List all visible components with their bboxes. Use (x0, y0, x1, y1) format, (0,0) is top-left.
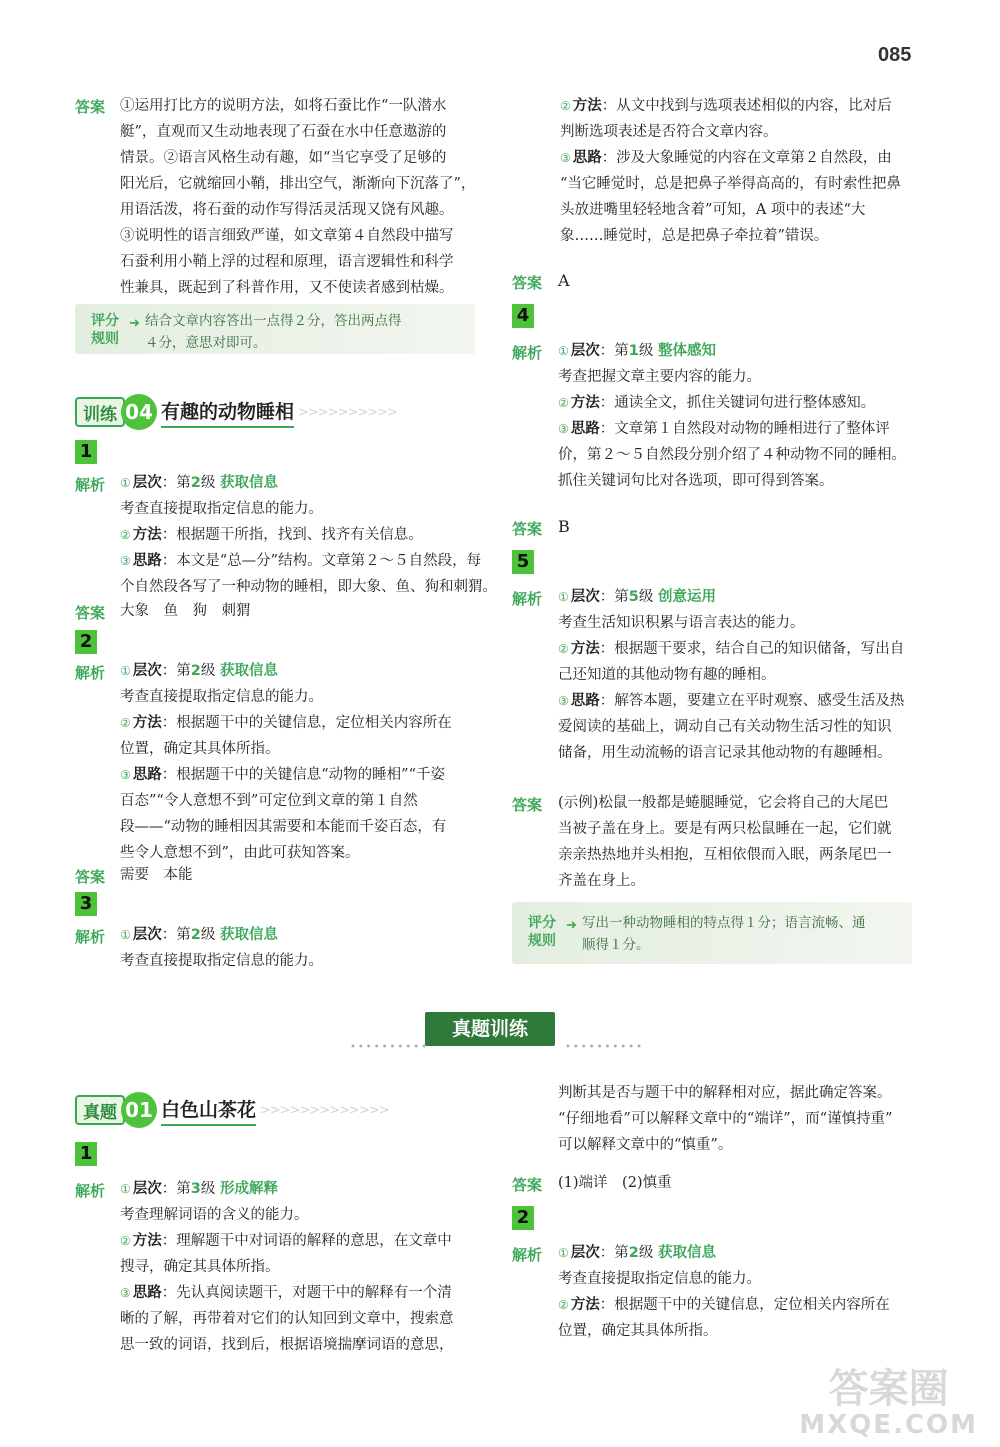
answer-label: 答案 (512, 274, 543, 292)
exercise-banner (75, 394, 397, 430)
q3-analysis: ① 层次：第2级 获取信息 考查直接提取指定信息的能力。 (120, 927, 323, 969)
analysis-label: 解析 (512, 344, 543, 362)
q5-answer: (示例)松鼠一般都是蜷腿睡觉，它会将自己的大尾巴 当被子盖在身上。要是有两只松鼠睡在一起，它们就 亲亲热热地并头相抱，互相依偎而入眠，两条尾巴一 齐盖在身上。 (558, 795, 892, 889)
text-line: 艇”，直观而又生动地表现了石蚕在水中任意遨游的 (120, 124, 447, 140)
score-rule-tag: 评分 规则 (528, 915, 556, 949)
question-number: 2 (75, 630, 97, 654)
question-number: 4 (512, 304, 534, 328)
banner-title: 白色山茶花 (161, 1095, 256, 1126)
answer-label: 答案 (512, 1176, 543, 1194)
page-number: 085 (878, 44, 912, 66)
score-rule-tag: 评分 规则 (91, 313, 119, 347)
question-number: 1 (75, 440, 97, 464)
answer-label: 答案 (75, 868, 106, 886)
banner-prefix: 训练 (75, 397, 125, 427)
answer-label: 答案 (75, 98, 106, 116)
watermark: 答案圈 MXQE.COM (799, 1366, 978, 1440)
t1-analysis: ① 层次：第3级 形成解释 考查理解词语的含义的能力。 ② 方法：理解题干中对词语的解释的意思，在文章中 搜寻，确定其具体所指。 ③ 思路：先认真阅读题干，对题干中的解释有一个清 晰的了解，再带着对它们的认知回到文章中，搜索意 思一致的词语，找到后，根据语境揣摩词语的意思， (120, 1181, 454, 1353)
score-rule-box: 评分 规则 ➜ 写出一种动物睡相的特点得１分；语言流畅、通 顺得１分。 (512, 902, 912, 964)
text-line: 性兼具，既起到了科普作用，又不使读者感到枯燥。 (120, 280, 454, 296)
right-bottom-continued: 判断其是否与题干中的解释相对应，据此确定答案。 “仔细地看”可以解释文章中的“端详”，而“谨慎持重” 可以解释文章中的“慎重”。 (558, 1085, 893, 1153)
t2-analysis: ① 层次：第2级 获取信息 考查直接提取指定信息的能力。 ② 方法：根据题干中的关键信息，定位相关内容所在 位置，确定其具体所指。 (558, 1245, 890, 1339)
analysis-label: 解析 (75, 664, 106, 682)
arrow-icon: ➜ (129, 316, 140, 331)
analysis-label: 解析 (512, 1246, 543, 1264)
q2-analysis: ① 层次：第2级 获取信息 考查直接提取指定信息的能力。 ② 方法：根据题干中的关键信息，定位相关内容所在 位置，确定其具体所指。 ③ 思路：根据题干中的关键信息“动物的睡相”“千姿 百态”“令人意想不到”可定位到文章的第１自然 段——“动物的睡相因其需要和本能而千姿百态，有 些令人意想不到”，由此可获知答案。 (120, 663, 452, 861)
banner-title: 有趣的动物睡相 (161, 397, 294, 428)
question-number: 3 (75, 892, 97, 916)
right-answer: A (558, 271, 570, 290)
banner-prefix: 真题 (75, 1095, 125, 1125)
text-line: ③说明性的语言细致严谨，如文章第４自然段中描写 (120, 228, 454, 244)
text-line: ①运用打比方的说明方法，如将石蚕比作“一队潜水 (120, 98, 447, 114)
chevron-decoration: >>>>>>>>>>>>> (260, 1102, 389, 1118)
banner-number: 04 (121, 394, 157, 430)
analysis-label: 解析 (512, 590, 543, 608)
dot-decoration: •••••••••• (350, 1042, 429, 1053)
analysis-label: 解析 (75, 1182, 106, 1200)
text-line: 石蚕利用小鞘上浮的过程和原理，语言逻辑性和科学 (120, 254, 454, 270)
q4-analysis: ① 层次：第1级 整体感知 考查把握文章主要内容的能力。 ② 方法：通读全文，抓住关键词句进行整体感知。 ③ 思路：文章第１自然段对动物的睡相进行了整体评 价，第２～５自然段分别介绍了４种动物不同的睡相。 抓住关键词句比对各选项，即可得到答案。 (558, 343, 906, 489)
score-rule-box: 评分 规则 ➜ 结合文章内容答出一点得２分，答出两点得 ４分，意思对即可。 (75, 304, 475, 354)
answer-label: 答案 (512, 796, 543, 814)
question-number: 2 (512, 1206, 534, 1230)
analysis-label: 解析 (75, 928, 106, 946)
t1-answer: (1)端详 (2)慎重 (558, 1175, 672, 1191)
arrow-icon: ➜ (566, 918, 577, 933)
text-line: 情景。②语言风格生动有趣，如“当它享受了足够的 (120, 150, 447, 166)
q4-answer: B (558, 517, 570, 536)
answer-label: 答案 (512, 520, 543, 538)
text-line: 阳光后，它就缩回小鞘，排出空气，渐渐向下沉落了”， (120, 176, 476, 192)
exam-banner (75, 1092, 389, 1128)
q1-analysis: ① 层次：第2级 获取信息 考查直接提取指定信息的能力。 ② 方法：根据题干所指，找到、找齐有关信息。 ③ 思路：本文是“总—分”结构。文章第２～５自然段，每 个自然段各写了一种动物的睡相，即大象、鱼、狗和刺猬。 (120, 475, 497, 595)
right-continued: ② 方法：从文中找到与选项表述相似的内容，比对后 判断选项表述是否符合文章内容。 ③ 思路：涉及大象睡觉的内容在文章第２自然段，由 “当它睡觉时，总是把鼻子举得高高的，有时索性把鼻 头放进嘴里轻轻地含着”可知，A 项中的表述“大 象……睡觉时，总是把鼻子牵拉着”错误。 (560, 98, 901, 244)
section-title: 真题训练 (425, 1012, 555, 1046)
answer-label: 答案 (75, 604, 106, 622)
banner-number: 01 (121, 1092, 157, 1128)
analysis-label: 解析 (75, 476, 106, 494)
question-number: 1 (75, 1142, 97, 1166)
left-answer-block (120, 93, 475, 301)
question-number: 5 (512, 550, 534, 574)
chevron-decoration: >>>>>>>>>> (298, 404, 397, 420)
q1-answer: 大象 鱼 狗 刺猬 (120, 603, 251, 619)
text-line: 用语活泼，将石蚕的动作写得活灵活现又饶有风趣。 (120, 202, 454, 218)
q2-answer: 需要 本能 (120, 867, 193, 883)
q5-analysis: ① 层次：第5级 创意运用 考查生活知识积累与语言表达的能力。 ② 方法：根据题干要求，结合自己的知识储备，写出自 己还知道的其他动物有趣的睡相。 ③ 思路：解答本题，要建立在平时观察、感受生活及热 爱阅读的基础上，调动自己有关动物生活习性的知识 储备，用生动流畅的语言记录其他动物的有趣睡相。 (558, 589, 905, 761)
dot-decoration: •••••••••• (565, 1042, 644, 1053)
